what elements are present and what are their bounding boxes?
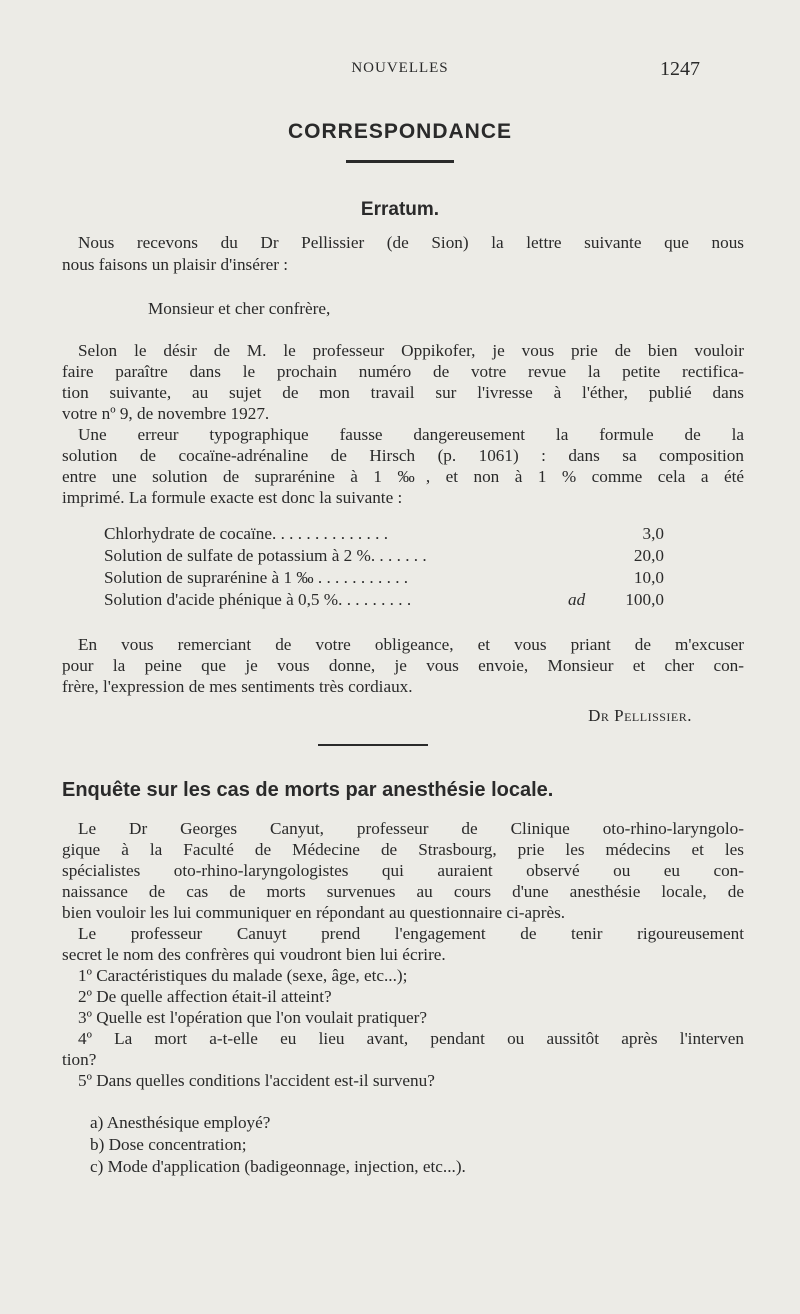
formula-ingredient: Solution de sulfate de potassium à 2 %. . . . . . . [104, 546, 427, 565]
intro-line-1: Nous recevons du Dr Pellissier (de Sion) la lettre suivante que nous [78, 233, 744, 252]
erratum-title: Erratum. [360, 199, 440, 220]
page-number: 1247 [660, 58, 700, 80]
signature: Dr Pellissier. [588, 706, 692, 725]
paragraph-line: bien vouloir les lui communiquer en répondant au questionnaire ci-après. [62, 903, 566, 922]
paragraph-line: tion suivante, au sujet de mon travail sur l'ivresse à l'éther, publié dans [62, 383, 744, 402]
salutation: Monsieur et cher confrère, [148, 299, 331, 318]
paragraph-line: En vous remerciant de votre obligeance, et vous priant de m'excuser [78, 635, 744, 654]
running-title: NOUVELLES [351, 60, 449, 76]
formula-quantity: 3,0 [642, 524, 664, 543]
paragraph-line: naissance de cas de morts survenues au cours d'une anesthésie locale, de [62, 882, 744, 901]
formula-ingredient: Solution d'acide phénique à 0,5 %. . . . . . . . . [104, 590, 412, 609]
paragraph-line: entre une solution de suprarénine à 1 ‰, et non à 1 % comme cela a été [62, 467, 744, 486]
formula-ingredient: Solution de suprarénine à 1 ‰ . . . . . . . . . . . [104, 568, 409, 587]
formula-ingredient: Chlorhydrate de cocaïne. . . . . . . . . . . . . . [104, 524, 388, 543]
question-item: tion? [62, 1050, 97, 1069]
paragraph-line: Le Dr Georges Canyut, professeur de Clinique oto-rhino-laryngolo- [78, 819, 744, 838]
paragraph-line: pour la peine que je vous donne, je vous envoie, Monsieur et cher con- [62, 656, 744, 675]
paragraph-line: gique à la Faculté de Médecine de Strasbourg, prie les médecins et les [62, 840, 744, 859]
paragraph-line: frère, l'expression de mes sentiments très cordiaux. [62, 677, 413, 696]
formula-ad: ad [568, 590, 586, 609]
sub-question-item: a) Anesthésique employé? [90, 1113, 271, 1132]
page-header [0, 58, 800, 84]
question-item: 1º Caractéristiques du malade (sexe, âge, etc...); [78, 966, 408, 985]
formula-row [104, 524, 664, 546]
paragraph-line: Selon le désir de M. le professeur Oppikofer, je vous prie de bien vouloir [78, 341, 744, 360]
sub-question-item: b) Dose concentration; [90, 1135, 247, 1154]
paragraph-line: solution de cocaïne-adrénaline de Hirsch (p. 1061) : dans sa composition [62, 446, 744, 465]
question-item: 2º De quelle affection était-il atteint? [78, 987, 332, 1006]
paragraph-line: spécialistes oto-rhino-laryngologistes qui auraient observé ou eu con- [62, 861, 744, 880]
formula-row [104, 590, 664, 612]
formula-quantity: 20,0 [633, 546, 664, 565]
sub-question-item: c) Mode d'application (badigeonnage, injection, etc...). [90, 1157, 466, 1176]
section-separator [318, 744, 428, 746]
paragraph-line: votre nº 9, de novembre 1927. [62, 404, 270, 423]
formula-row [104, 546, 664, 568]
formula-quantity: 100,0 [625, 590, 664, 609]
question-item: 4º La mort a-t-elle eu lieu avant, pendant ou aussitôt après l'interven [78, 1029, 744, 1048]
intro-line-2: nous faisons un plaisir d'insérer : [62, 255, 289, 274]
question-item: 3º Quelle est l'opération que l'on voulait pratiquer? [78, 1008, 427, 1027]
paragraph-line: Une erreur typographique fausse dangereusement la formule de la [78, 425, 744, 444]
paragraph-line: faire paraître dans le prochain numéro de votre revue la petite rectifica- [62, 362, 744, 381]
formula-quantity: 10,0 [633, 568, 664, 587]
paragraph-line: secret le nom des confrères qui voudront bien lui écrire. [62, 945, 446, 964]
enquete-title: Enquête sur les cas de morts par anesthésie locale. [62, 779, 554, 801]
section-title-correspondance: CORRESPONDANCE [287, 120, 513, 143]
paragraph-line: Le professeur Canuyt prend l'engagement de tenir rigoureusement [78, 924, 744, 943]
formula-row [104, 568, 664, 590]
section-rule [346, 160, 454, 163]
question-item: 5º Dans quelles conditions l'accident est-il survenu? [78, 1071, 435, 1090]
paragraph-line: imprimé. La formule exacte est donc la suivante : [62, 488, 403, 507]
